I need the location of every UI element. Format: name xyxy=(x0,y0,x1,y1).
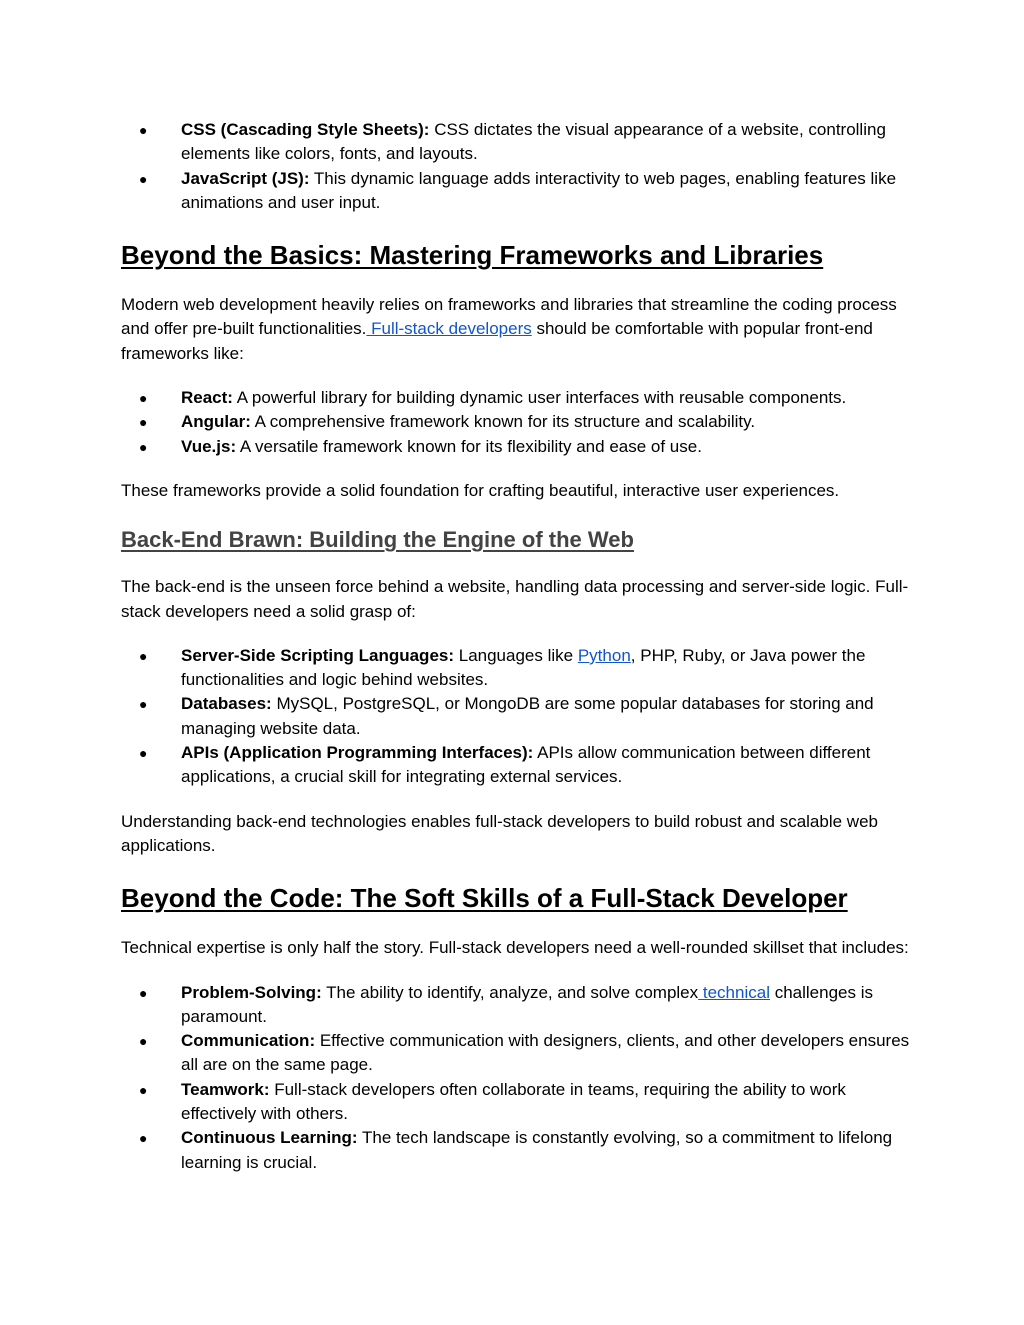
list-item xyxy=(121,981,911,1030)
paragraph-text: Modern web development heavily relies on frameworks and libraries that streamline the coding process and offer pre-built functionalities. xyxy=(121,295,897,339)
soft-skills-list xyxy=(121,981,911,1175)
list-item xyxy=(121,410,911,434)
list-item-term: React: xyxy=(181,388,233,408)
section-heading-frameworks: Beyond the Basics: Mastering Frameworks and Libraries xyxy=(121,240,824,271)
bullet-icon: ● xyxy=(139,696,148,713)
list-item-text: challenges is paramount. xyxy=(181,982,873,1026)
list-item-term: Server-Side Scripting Languages: xyxy=(181,645,455,665)
list-item xyxy=(121,1126,911,1175)
bullet-icon: ● xyxy=(139,745,148,762)
bullet-icon: ● xyxy=(139,1081,148,1098)
paragraph-frameworks-intro xyxy=(121,293,911,366)
list-item-term: JavaScript (JS): xyxy=(181,168,310,188)
list-item-text: , PHP, Ruby, or Java power the functionalities and logic behind websites. xyxy=(181,645,866,690)
bullet-icon: ● xyxy=(139,122,148,138)
list-item-text: A powerful library for building dynamic user interfaces with reusable components. xyxy=(232,388,847,408)
list-item-term: Communication: xyxy=(181,1031,316,1051)
list-item-term: Databases: xyxy=(181,694,272,714)
list-item-term: APIs (Application Programming Interfaces): xyxy=(181,743,534,763)
list-item xyxy=(121,1029,911,1078)
bullet-icon: ● xyxy=(139,390,148,407)
paragraph-soft-skills-intro: Technical expertise is only half the story. Full-stack developers need a well-rounded skillset that includes: xyxy=(121,938,909,958)
section-heading-back-end: Back-End Brawn: Building the Engine of the Web xyxy=(121,527,634,553)
list-item-text: Languages like xyxy=(454,645,578,665)
list-item-text: Effective communication with designers, clients, and other developers ensures all are on the same page. xyxy=(181,1031,910,1075)
list-item-text: A comprehensive framework known for its structure and scalability. xyxy=(250,412,756,432)
section-heading-soft-skills: Beyond the Code: The Soft Skills of a Full-Stack Developer xyxy=(121,883,848,914)
list-item-term: Teamwork: xyxy=(181,1079,270,1099)
bullet-icon: ● xyxy=(139,1033,148,1050)
list-item xyxy=(121,167,911,216)
list-item xyxy=(121,386,911,410)
list-item xyxy=(121,118,911,167)
list-item-term: CSS (Cascading Style Sheets): xyxy=(181,120,430,139)
bullet-icon: ● xyxy=(139,414,148,431)
paragraph-text: should be comfortable with popular front-end frameworks like: xyxy=(121,319,873,363)
bullet-icon: ● xyxy=(139,438,148,455)
python-link[interactable]: Python xyxy=(577,645,631,665)
list-item-term: Angular: xyxy=(181,412,251,432)
bullet-icon: ● xyxy=(139,1130,148,1147)
document-page xyxy=(121,118,911,1175)
list-item-text: CSS dictates the visual appearance of a website, controlling elements like colors, fonts, and layouts. xyxy=(181,120,886,164)
list-item-text: This dynamic language adds interactivity to web pages, enabling features like animations and user input. xyxy=(181,168,897,212)
list-item-term: Problem-Solving: xyxy=(181,982,322,1002)
list-item-text: MySQL, PostgreSQL, or MongoDB are some popular databases for storing and managing website data. xyxy=(181,694,874,738)
list-item xyxy=(121,692,911,741)
list-item-text: APIs allow communication between different applications, a crucial skill for integrating external services. xyxy=(181,743,871,787)
full-stack-developers-link[interactable]: Full-stack developers xyxy=(366,319,532,339)
bullet-icon: ● xyxy=(139,647,148,664)
list-item-text: The tech landscape is constantly evolving, so a commitment to lifelong learning is crucial. xyxy=(181,1128,893,1172)
paragraph-frameworks-closing: These frameworks provide a solid foundation for crafting beautiful, interactive user experiences. xyxy=(121,480,840,500)
frameworks-list xyxy=(121,386,911,459)
list-item xyxy=(121,1078,911,1127)
paragraph-back-end-intro: The back-end is the unseen force behind a website, handling data processing and server-side logic. Full-stack developers need a solid grasp of: xyxy=(121,577,909,621)
bullet-icon: ● xyxy=(139,984,148,1001)
paragraph-back-end-closing: Understanding back-end technologies enables full-stack developers to build robust and scalable web applications. xyxy=(121,811,878,855)
list-item-text: A versatile framework known for its flexibility and ease of use. xyxy=(236,436,702,456)
list-item xyxy=(121,644,911,693)
list-item-text: The ability to identify, analyze, and solve complex xyxy=(321,982,699,1002)
bullet-icon: ● xyxy=(139,170,148,187)
list-item xyxy=(121,435,911,459)
list-item-term: Vue.js: xyxy=(181,436,237,456)
technical-link[interactable]: technical xyxy=(698,982,770,1002)
list-item xyxy=(121,741,911,790)
list-item-term: Continuous Learning: xyxy=(181,1128,358,1148)
list-item-text: Full-stack developers often collaborate in teams, requiring the ability to work effectively with others. xyxy=(181,1079,846,1124)
back-end-list xyxy=(121,644,911,790)
intro-list xyxy=(121,118,911,215)
